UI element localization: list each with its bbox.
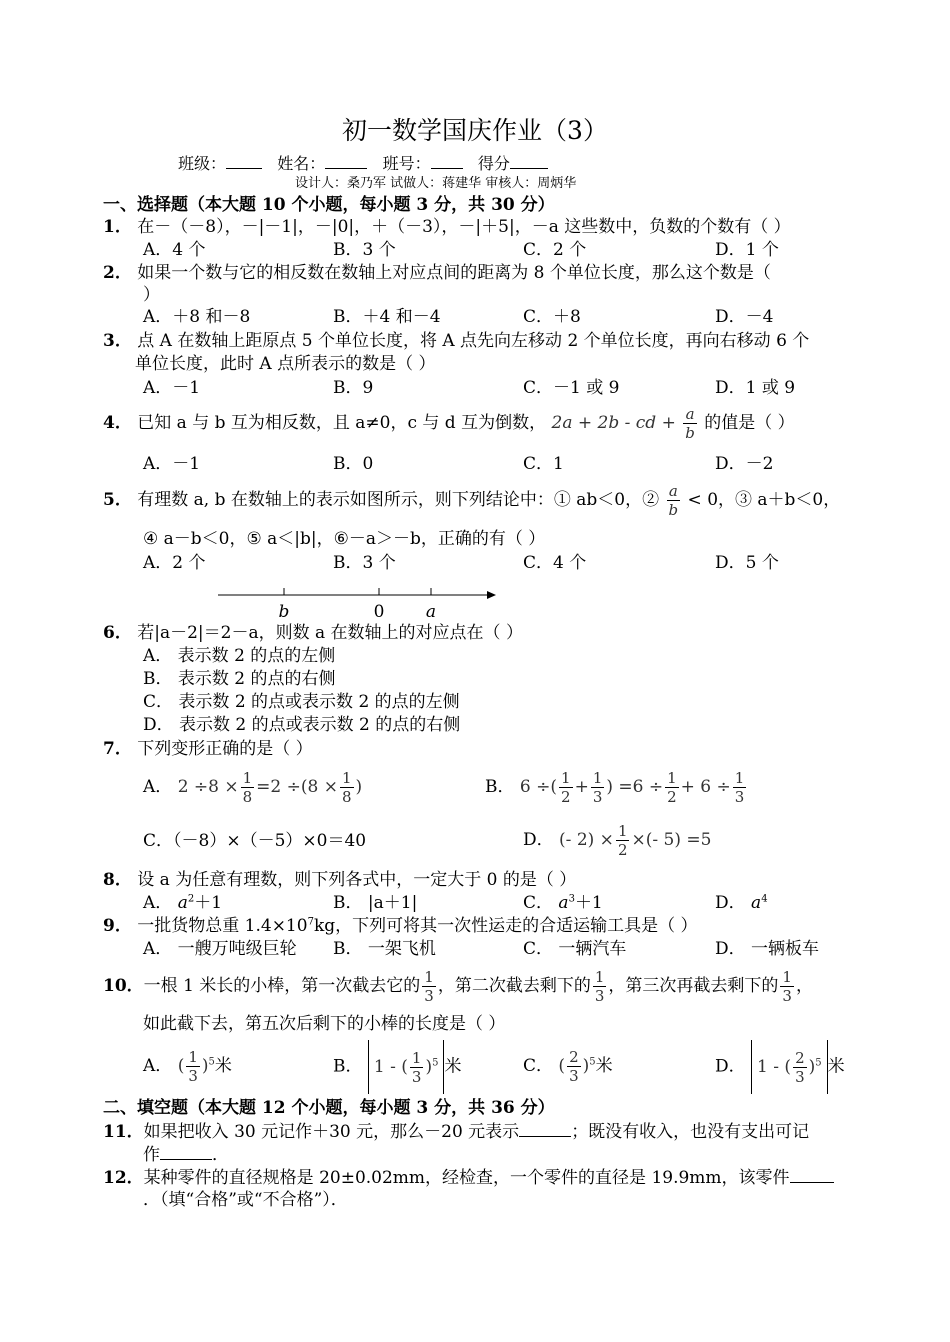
paren-open: ( (177, 1056, 185, 1076)
frac-num: 1 (188, 1048, 198, 1066)
q8-option-a[interactable] (143, 892, 222, 914)
q12-text: 某种零件的直径规格是 20±0.02mm，经检查，一个零件的直径是 19.9mm，该零件 (143, 1168, 790, 1188)
q11-text2-tail: ． (212, 1145, 229, 1165)
frac-num: 1 (424, 968, 434, 986)
q9-stem (103, 915, 698, 937)
frac-den: 3 (592, 788, 603, 806)
q7-stem (103, 738, 313, 760)
q5-number: 5． (103, 490, 132, 510)
q8-a-exp: 2 (187, 893, 195, 905)
q7-b-expr4: + 6 ÷ (680, 777, 731, 797)
frac-num: 1 (667, 769, 677, 787)
q10-stem (103, 965, 813, 1007)
q10-d-frac (793, 1049, 807, 1086)
q7-a-expr2: =2 ÷(8 × (256, 777, 338, 797)
q7-option-b[interactable] (485, 766, 748, 808)
q10-text-cont: 如此截下去，第五次后剩下的小棒的长度是（ ） (143, 1014, 506, 1034)
q1-option-b[interactable]: B．3 个 (333, 240, 396, 260)
q8-d-exp: 4 (761, 893, 768, 905)
q8-c-var: a (558, 893, 569, 913)
q7-b-expr3: ) =6 ÷ (606, 777, 664, 797)
q7-b-frac2 (591, 769, 605, 806)
section2-heading: 二、填空题（本大题 12 个小题，每小题 3 分，共 36 分） (103, 1098, 555, 1118)
q4-fraction (683, 405, 697, 442)
q3-option-d[interactable]: D．1 或 9 (715, 378, 796, 398)
score-blank[interactable] (510, 152, 548, 169)
q5-frac-bottom: b (668, 501, 679, 519)
q8-option-b[interactable] (333, 892, 417, 914)
number-line-arrow (487, 591, 496, 599)
q8-a-label: A． (143, 893, 173, 913)
q1-number: 1． (103, 217, 132, 237)
q6-option-d[interactable]: D． 表示数 2 的点或表示数 2 的点的右侧 (143, 715, 461, 735)
q4-expression: 2a + 2b - cd + (551, 413, 676, 433)
q7-b-expr2: + (574, 777, 589, 797)
q3-option-a[interactable]: A．－1 (143, 378, 201, 398)
q10-b-label: B． (333, 1056, 363, 1077)
frac-num: 1 (617, 822, 628, 840)
q5-tail: < 0，③ a＋b＜0， (687, 490, 841, 510)
q10-d-exp: 5 (815, 1057, 822, 1069)
q7-b-expr1: 6 ÷( (519, 777, 558, 797)
q9-number: 9． (103, 916, 132, 936)
frac-num: 1 (341, 769, 352, 787)
q9-text-tail: kg，下列可将其一次性运走的合适运输工具是（ ） (313, 916, 698, 936)
number-label: 班号： (382, 154, 431, 173)
q6-option-c[interactable]: C． 表示数 2 的点或表示数 2 的点的左侧 (143, 692, 460, 712)
q10-a-unit: 米 (214, 1056, 232, 1076)
q4-tail: 的值是（ ） (704, 413, 795, 433)
q7-d-expr1: (- 2) × (559, 830, 614, 850)
q5-text-cont: ④ a－b＜0，⑤ a＜|b|，⑥－a＞－b，正确的有（ ） (143, 529, 546, 549)
q10-option-d[interactable] (715, 1040, 845, 1094)
q5-frac-top: a (667, 482, 681, 501)
score-label: 得分 (477, 154, 510, 173)
q4-option-b[interactable]: B．0 (333, 454, 374, 474)
frac-num: 1 (734, 769, 745, 787)
name-blank[interactable] (325, 152, 367, 169)
frac-num: 2 (569, 1048, 579, 1066)
q7-text: 下列变形正确的是（ ） (137, 739, 313, 759)
frac-num: 2 (795, 1049, 805, 1067)
q1-stem (103, 216, 791, 238)
frac-num: 1 (592, 769, 603, 787)
q10-b-exp: 5 (432, 1057, 439, 1069)
q10-b-frac (410, 1049, 424, 1086)
q1-option-a[interactable]: A．4 个 (143, 240, 206, 260)
section1-heading: 一、选择题（本大题 10 个小题，每小题 3 分，共 30 分） (103, 195, 555, 215)
q2-option-b[interactable]: B．＋4 和－4 (333, 307, 441, 327)
q7-b-frac1 (559, 769, 573, 806)
q8-a-var: a (177, 893, 188, 913)
q10-b-unit: 米 (444, 1056, 462, 1077)
q11-text2: 作 (143, 1145, 160, 1165)
q3-number: 3． (103, 331, 132, 351)
q10-c-label: C． (523, 1056, 554, 1076)
frac-num: 1 (594, 968, 605, 986)
q3-option-c[interactable]: C．－1 或 9 (523, 378, 620, 398)
q12-stem (103, 1166, 834, 1189)
q2-number: 2． (103, 263, 132, 283)
q5-option-b[interactable]: B．3 个 (333, 553, 396, 573)
q7-d-frac (616, 822, 630, 859)
q7-option-c[interactable]: C．（－8）×（－5）×0＝40 (143, 831, 367, 851)
q7-a-frac1 (241, 769, 255, 806)
q4-option-c[interactable]: C．1 (523, 454, 564, 474)
frac-num: 1 (782, 968, 792, 986)
q3-text: 点 A 在数轴上距原点 5 个单位长度，将 A 点先向左移动 2 个单位长度，再向右移动 6 个 (137, 331, 810, 351)
label-a: a (425, 602, 437, 622)
frac-den: 8 (242, 788, 253, 806)
q7-b-frac3 (665, 769, 679, 806)
page-title: 初一数学国庆作业（3） (342, 116, 608, 145)
q6-stem (103, 622, 523, 644)
q10-a-label: A． (143, 1056, 173, 1076)
q10-d-unit: 米 (827, 1056, 845, 1077)
q4-frac-bottom: b (685, 424, 695, 442)
q5-stem (103, 480, 840, 520)
q9-option-d[interactable]: D． 一辆板车 (715, 939, 820, 959)
q5-option-d[interactable]: D．5 个 (715, 553, 779, 573)
q10-option-a[interactable] (143, 1044, 232, 1088)
header-info-line (178, 152, 548, 175)
q10-c-unit: 米 (595, 1056, 613, 1076)
paren-close: ) (582, 1056, 590, 1076)
label-b: b (278, 602, 290, 622)
q6-number: 6． (103, 623, 132, 643)
q8-a-tail: ＋1 (194, 893, 223, 913)
frac-den: 3 (782, 987, 792, 1005)
q2-option-c[interactable]: C．＋8 (523, 307, 581, 327)
frac-den: 3 (188, 1067, 198, 1085)
q8-d-var: a (751, 893, 762, 913)
q7-a-expr3: ) (355, 777, 363, 797)
frac-den: 3 (411, 1068, 422, 1086)
q12-text-cont: ．（填“合格”或“不合格”）． (143, 1190, 348, 1210)
q6-option-b[interactable]: B． 表示数 2 的点的右侧 (143, 669, 336, 689)
q11-line2 (143, 1143, 229, 1166)
number-blank[interactable] (431, 152, 463, 169)
q8-c-exp: 3 (568, 893, 575, 905)
q10-text4: ， (795, 976, 813, 996)
q9-option-b[interactable]: B． 一架飞机 (333, 939, 436, 959)
q2-option-d[interactable]: D．－4 (715, 307, 774, 327)
q8-b-expr: |a＋1| (367, 893, 418, 913)
q10-a-frac (186, 1048, 200, 1085)
frac-den: 2 (561, 788, 571, 806)
class-blank[interactable] (226, 152, 262, 169)
q7-option-d[interactable] (523, 819, 711, 861)
q8-option-d[interactable] (715, 892, 768, 914)
q12-blank[interactable] (790, 1166, 834, 1183)
credits-line: 设计人：桑乃军 试做人：蒋建华 审核人：周炳华 (295, 176, 577, 191)
q7-number: 7． (103, 739, 132, 759)
q5-text: 有理数 a, b 在数轴上的表示如图所示，则下列结论中：① ab＜0，② (137, 490, 660, 510)
frac-den: 2 (617, 841, 628, 859)
q1-option-c[interactable]: C．2 个 (523, 240, 587, 260)
q10-option-c[interactable] (523, 1044, 613, 1088)
q8-number: 8． (103, 870, 132, 890)
frac-num: 1 (242, 769, 253, 787)
q2-text: 如果一个数与它的相反数在数轴上对应点间的距离为 8 个单位长度，那么这个数是（ (137, 263, 771, 283)
q3-option-b[interactable]: B．9 (333, 378, 374, 398)
q1-text: 在－（－8），－|－1|，－|0|，＋（－3），－|＋5|，－a 这些数中，负数的个数有（ ） (137, 217, 791, 237)
q8-text: 设 a 为任意有理数，则下列各式中，一定大于 0 的是（ ） (137, 870, 577, 890)
q10-d-one-minus: 1 - (757, 1057, 780, 1077)
name-label: 姓名： (277, 154, 326, 173)
q11-text: 如果把收入 30 元记作＋30 元，那么－20 元表示 (143, 1122, 520, 1142)
q8-stem (103, 869, 576, 891)
q8-b-label: B． (333, 893, 363, 913)
q9-text: 一批货物总重 1.4×10 (137, 916, 308, 936)
q4-text: 已知 a 与 b 互为相反数，且 a≠0，c 与 d 互为倒数， (137, 413, 547, 433)
q7-option-a[interactable] (143, 766, 362, 808)
q10-text3: ，第三次再截去剩下的 (608, 976, 779, 996)
q6-option-a[interactable]: A． 表示数 2 的点的左侧 (143, 646, 336, 666)
q7-d-label: D． (523, 830, 554, 850)
frac-num: 1 (561, 769, 571, 787)
q10-d-bracket: 1 - ( $\frac{2}{3}$ )$^5$ (751, 1040, 828, 1094)
q10-frac3 (780, 968, 794, 1005)
q10-frac1 (422, 968, 436, 1005)
q7-a-label: A． (143, 777, 173, 797)
q11-number: 11． (103, 1122, 144, 1142)
q4-number: 4． (103, 413, 132, 433)
frac-den: 3 (594, 987, 605, 1005)
q11-text-mid: ；既没有收入，也没有支出可记 (571, 1122, 810, 1142)
q10-a-exp: 5 (208, 1056, 215, 1068)
q11-stem (103, 1120, 809, 1143)
q4-option-d[interactable]: D．－2 (715, 454, 774, 474)
paren-open: ( (558, 1056, 566, 1076)
q7-b-frac4 (733, 769, 747, 806)
label-0: 0 (373, 602, 385, 622)
q4-option-a[interactable]: A．－1 (143, 454, 201, 474)
frac-num: 1 (411, 1049, 422, 1067)
q1-option-d[interactable]: D．1 个 (715, 240, 779, 260)
q11-blank-1[interactable] (519, 1120, 571, 1137)
q9-exp: 7 (307, 916, 314, 928)
q8-option-c[interactable] (523, 892, 603, 914)
q9-option-c[interactable]: C． 一辆汽车 (523, 939, 627, 959)
q11-blank-2[interactable] (160, 1143, 212, 1160)
frac-den: 8 (341, 788, 352, 806)
q8-c-label: C． (523, 893, 554, 913)
q12-number: 12． (103, 1168, 144, 1188)
q7-b-label: B． (485, 777, 515, 797)
q10-number: 10． (103, 976, 144, 996)
q10-d-label: D． (715, 1056, 746, 1077)
q3-text-cont: 单位长度，此时 A 点所表示的数是（ ） (135, 354, 436, 374)
q7-a-frac2 (340, 769, 354, 806)
q2-stem (103, 262, 771, 284)
q10-b-bracket: 1 - ( $\frac{1}{3}$ )$^5$ (368, 1040, 445, 1094)
q10-text1: 一根 1 米长的小棒，第一次截去它的 (143, 976, 421, 996)
q10-option-b[interactable] (333, 1040, 461, 1094)
q6-text: 若|a－2|＝2－a，则数 a 在数轴上的对应点在（ ） (137, 623, 523, 643)
q4-stem (103, 403, 795, 443)
q7-d-expr2: ×(- 5) =5 (631, 830, 712, 850)
frac-den: 2 (667, 788, 677, 806)
q10-c-frac (567, 1048, 581, 1085)
frac-den: 3 (424, 987, 434, 1005)
q10-text2: ，第二次截去剩下的 (437, 976, 591, 996)
q4-frac-top: a (683, 405, 697, 424)
q5-option-c[interactable]: C．4 个 (523, 553, 587, 573)
q10-b-one-minus: 1 - (373, 1057, 396, 1077)
q8-c-tail: ＋1 (574, 893, 603, 913)
q9-option-a[interactable]: A． 一艘万吨级巨轮 (143, 939, 297, 959)
q10-c-exp: 5 (589, 1056, 596, 1068)
q8-d-label: D． (715, 893, 746, 913)
q2-option-a[interactable]: A．＋8 和－8 (143, 307, 251, 327)
q3-stem (103, 330, 809, 352)
class-label: 班级： (178, 154, 227, 173)
number-line-figure (210, 580, 510, 622)
q2-text-cont: ） (143, 285, 160, 305)
q7-a-expr1: 2 ÷8 × (177, 777, 239, 797)
q5-fraction (667, 482, 681, 519)
q5-option-a[interactable]: A．2 个 (143, 553, 206, 573)
frac-den: 3 (734, 788, 745, 806)
frac-den: 3 (795, 1068, 805, 1086)
paren-close: ) (201, 1056, 209, 1076)
q10-frac2 (593, 968, 607, 1005)
frac-den: 3 (569, 1067, 579, 1085)
